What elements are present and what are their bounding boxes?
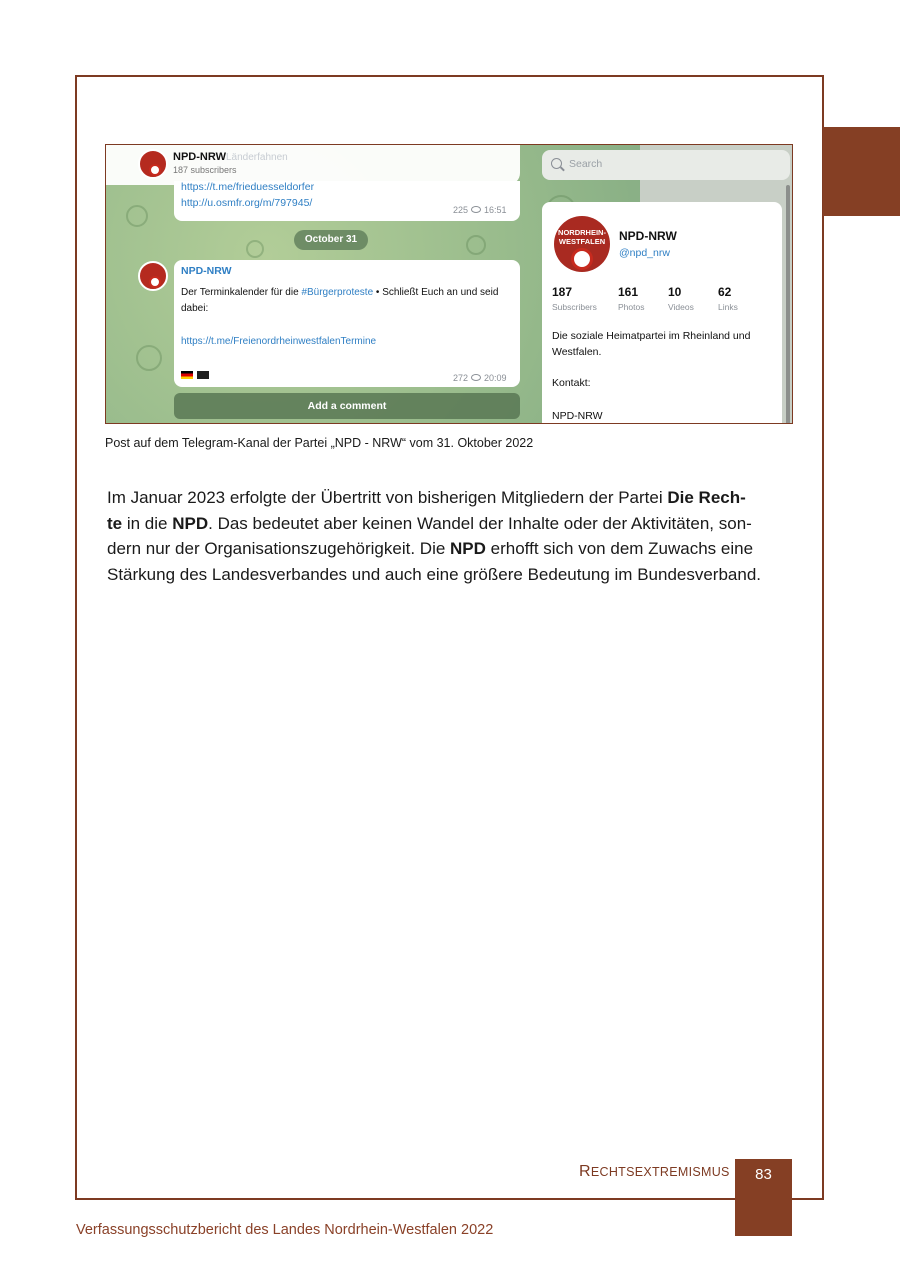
search-icon xyxy=(551,158,562,169)
sender-avatar[interactable] xyxy=(138,261,168,291)
message-link[interactable]: http://u.osmfr.org/m/797945/ xyxy=(181,197,313,209)
telegram-screenshot xyxy=(105,144,793,424)
search-placeholder: Search xyxy=(569,158,603,170)
message-link[interactable]: https://t.me/frieduesseldorfer xyxy=(181,181,315,193)
profile-name: NPD-NRW xyxy=(619,229,677,243)
hashtag-link[interactable]: #Bürgerproteste xyxy=(301,287,374,298)
channel-header[interactable] xyxy=(106,145,520,185)
stat-links[interactable]: 62 Links xyxy=(718,285,738,312)
avatar-logo-text: NORDRHEIN- WESTFALEN xyxy=(558,228,606,246)
stat-videos[interactable]: 10 Videos xyxy=(668,285,694,312)
body-paragraph: Im Januar 2023 erfolgte der Übertritt von bisherigen Mitgliedern der Partei Die Rech- te in die NPD. Das bedeutet aber keinen Wandel der Inhalte oder der Aktivitäten, son- dern nur der Organisationszugehörigkeit. Die NPD erhofft sich von dem Zuwachs eine Stärkung des Landesverbandes und auch eine größere Bedeutung im Bundesverband. xyxy=(107,488,762,584)
contact-label: Kontakt: xyxy=(552,377,591,389)
profile-avatar[interactable] xyxy=(554,216,610,272)
message-link[interactable]: https://t.me/FreienordrheinwestfalenTermine xyxy=(181,336,377,347)
section-label: RECHTSEXTREMISMUS xyxy=(579,1163,730,1180)
channel-avatar[interactable] xyxy=(138,149,168,179)
profile-handle[interactable]: @npd_nrw xyxy=(619,247,670,259)
add-comment-button[interactable]: Add a comment xyxy=(174,393,520,419)
message-text: Der Terminkalender für die #Bürgerproteste • Schließt Euch an und seid dabei: xyxy=(181,287,499,314)
stat-photos[interactable]: 161 Photos xyxy=(618,285,645,312)
page-footer: Verfassungsschutzbericht des Landes Nordrhein-Westfalen 2022 xyxy=(76,1222,494,1238)
message-sender[interactable]: NPD-NRW xyxy=(181,265,232,277)
stat-subscribers[interactable]: 187 Subscribers xyxy=(552,285,597,312)
side-tab-marker xyxy=(823,127,900,216)
message-bubble xyxy=(174,260,520,387)
npd-logo-icon xyxy=(571,248,593,270)
page-number-box xyxy=(735,1159,792,1236)
faded-title-text: Länderfahnen xyxy=(226,152,288,163)
german-flag-icon xyxy=(181,371,193,379)
message-meta xyxy=(453,373,507,383)
message-bubble-previous xyxy=(174,181,520,221)
view-count: 225 xyxy=(453,205,469,215)
view-count: 272 xyxy=(453,373,469,383)
message-meta xyxy=(453,205,507,215)
search-input[interactable] xyxy=(542,150,790,180)
channel-info-panel xyxy=(542,202,782,424)
page-number: 83 xyxy=(755,1166,772,1183)
message-time: 16:51 xyxy=(484,205,507,215)
channel-name: NPD-NRW xyxy=(173,151,226,163)
message-time: 20:09 xyxy=(484,373,507,383)
eye-icon xyxy=(471,206,481,213)
subscriber-count: 187 subscribers xyxy=(173,165,237,175)
scrollbar[interactable] xyxy=(786,185,790,424)
date-separator: October 31 xyxy=(294,230,368,250)
profile-bio: Die soziale Heimatpartei im Rheinland und Westfalen. xyxy=(552,330,751,358)
black-flag-icon xyxy=(197,371,209,379)
contact-name: NPD-NRW xyxy=(552,410,603,422)
figure-caption: Post auf dem Telegram-Kanal der Partei „NPD - NRW“ vom 31. Oktober 2022 xyxy=(105,436,534,450)
eye-icon xyxy=(471,374,481,381)
